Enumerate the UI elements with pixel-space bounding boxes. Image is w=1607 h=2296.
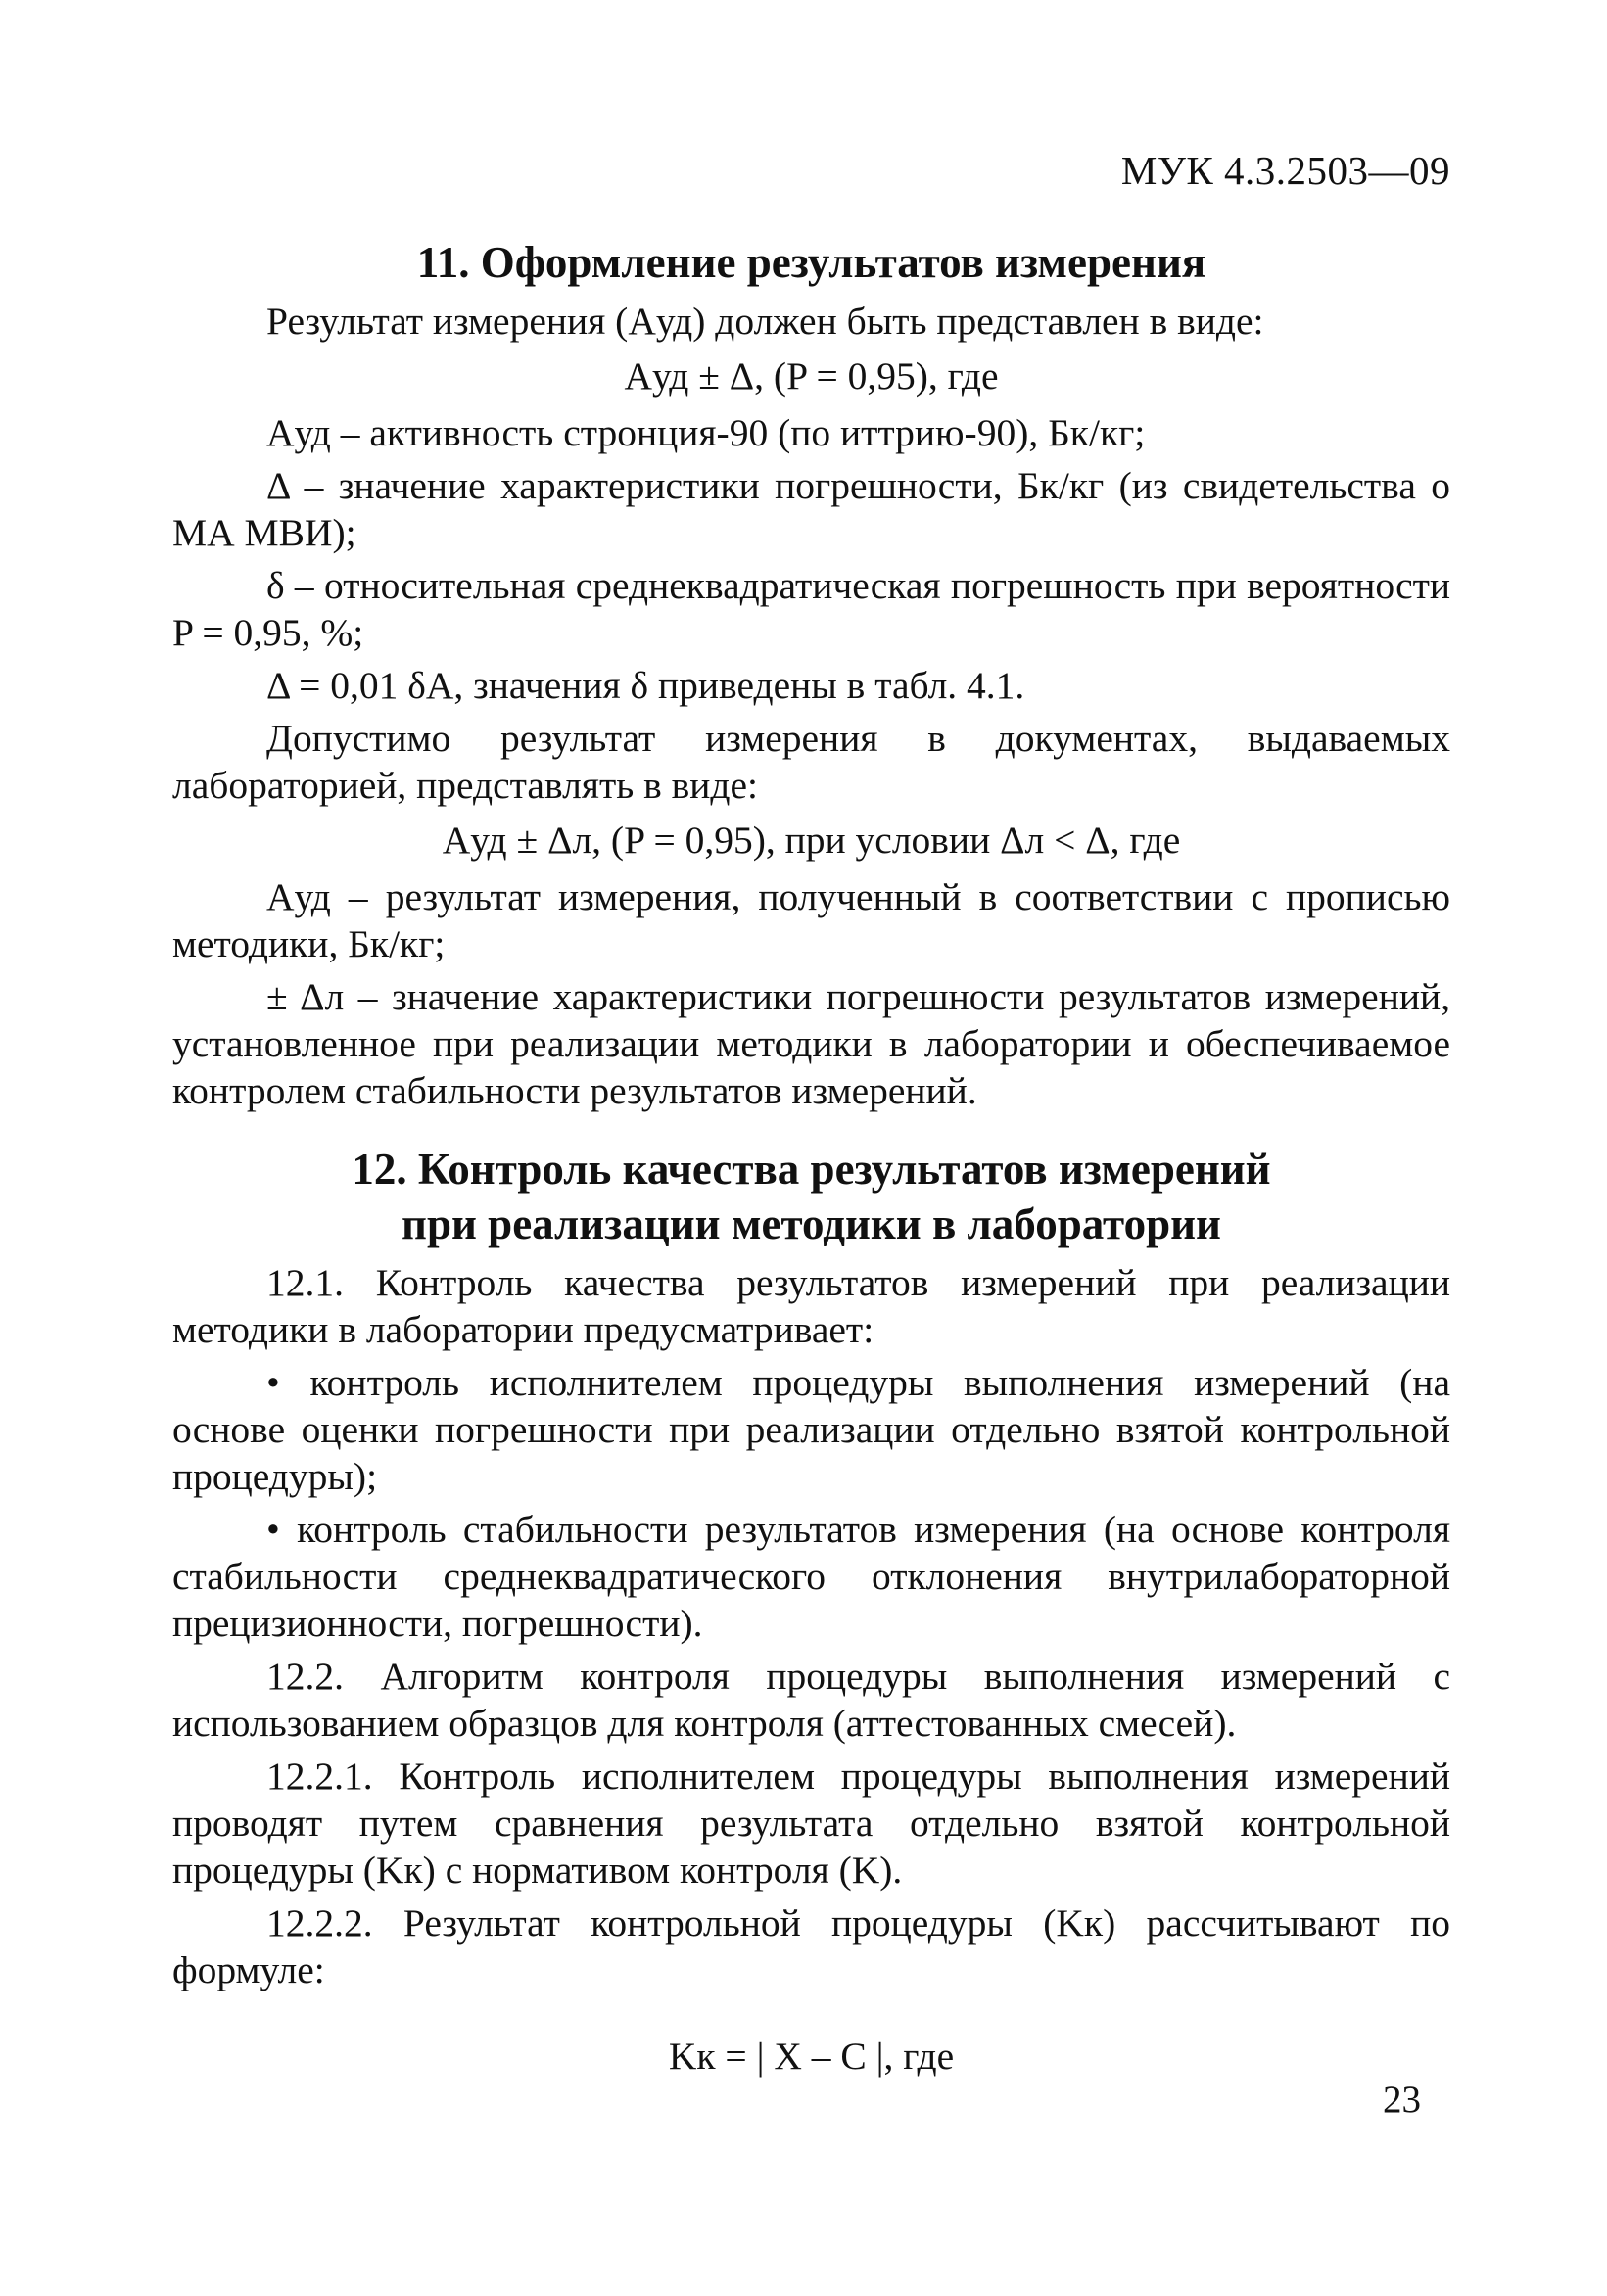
formula: Aуд ± Δл, (P = 0,95), при условии Δл < Δ, где <box>442 819 1181 862</box>
paragraph: Результат измерения (Aуд) должен быть представлен в виде: <box>266 300 1264 343</box>
section-12-heading <box>172 1142 1450 1251</box>
document-code: МУК 4.3.2503—09 <box>1120 148 1450 193</box>
section-11-heading: 11. Оформление результатов измерения <box>416 238 1206 287</box>
formula: Aуд ± Δ, (P = 0,95), где <box>624 354 999 398</box>
paragraph: 12.1. Контроль качества результатов измерений при реализации методики в лаборатории предусматривает: <box>172 1261 1450 1351</box>
bullet-item: • контроль стабильности результатов измерения (на основе контроля стабильности среднеквадратического отклонения внутрилабораторной прецизионности, погрешности). <box>172 1508 1450 1645</box>
section-12-heading-line-2: при реализации методики в лаборатории <box>402 1199 1221 1248</box>
paragraph: 12.2.2. Результат контрольной процедуры (Kк) рассчитывают по формуле: <box>172 1901 1450 1991</box>
paragraph: 12.2. Алгоритм контроля процедуры выполнения измерений с использованием образцов для контроля (аттестованных смесей). <box>172 1655 1450 1745</box>
page-number: 23 <box>1383 2079 1421 2121</box>
page-body <box>172 235 1450 2089</box>
paragraph: Допустимо результат измерения в документах, выдаваемых лабораторией, представлять в виде: <box>172 717 1450 807</box>
paragraph: Δ = 0,01 δA, значения δ приведены в табл. 4.1. <box>266 664 1025 707</box>
paragraph: ± Δл – значение характеристики погрешности результатов измерений, установленное при реализации методики в лаборатории и обеспечиваемое контролем стабильности результатов измерений. <box>172 975 1450 1112</box>
paragraph: Aуд – активность стронция-90 (по иттрию-90), Бк/кг; <box>266 411 1146 454</box>
paragraph: δ – относительная среднеквадратическая погрешность при вероятности P = 0,95, %; <box>172 564 1450 654</box>
paragraph: 12.2.1. Контроль исполнителем процедуры выполнения измерений проводят путем сравнения результата отдельно взятой контрольной процедуры (Kк) с нормативом контроля (K). <box>172 1755 1450 1892</box>
formula: Kк = | X – C |, где <box>668 2035 955 2078</box>
paragraph: Aуд – результат измерения, полученный в соответствии с прописью методики, Бк/кг; <box>172 875 1450 965</box>
bullet-item: • контроль исполнителем процедуры выполнения измерений (на основе оценки погрешности при реализации отдельно взятой контрольной процедуры); <box>172 1361 1450 1498</box>
section-12-heading-line-1: 12. Контроль качества результатов измерений <box>352 1145 1271 1194</box>
paragraph: Δ – значение характеристики погрешности, Бк/кг (из свидетельства о МА МВИ); <box>172 464 1450 554</box>
